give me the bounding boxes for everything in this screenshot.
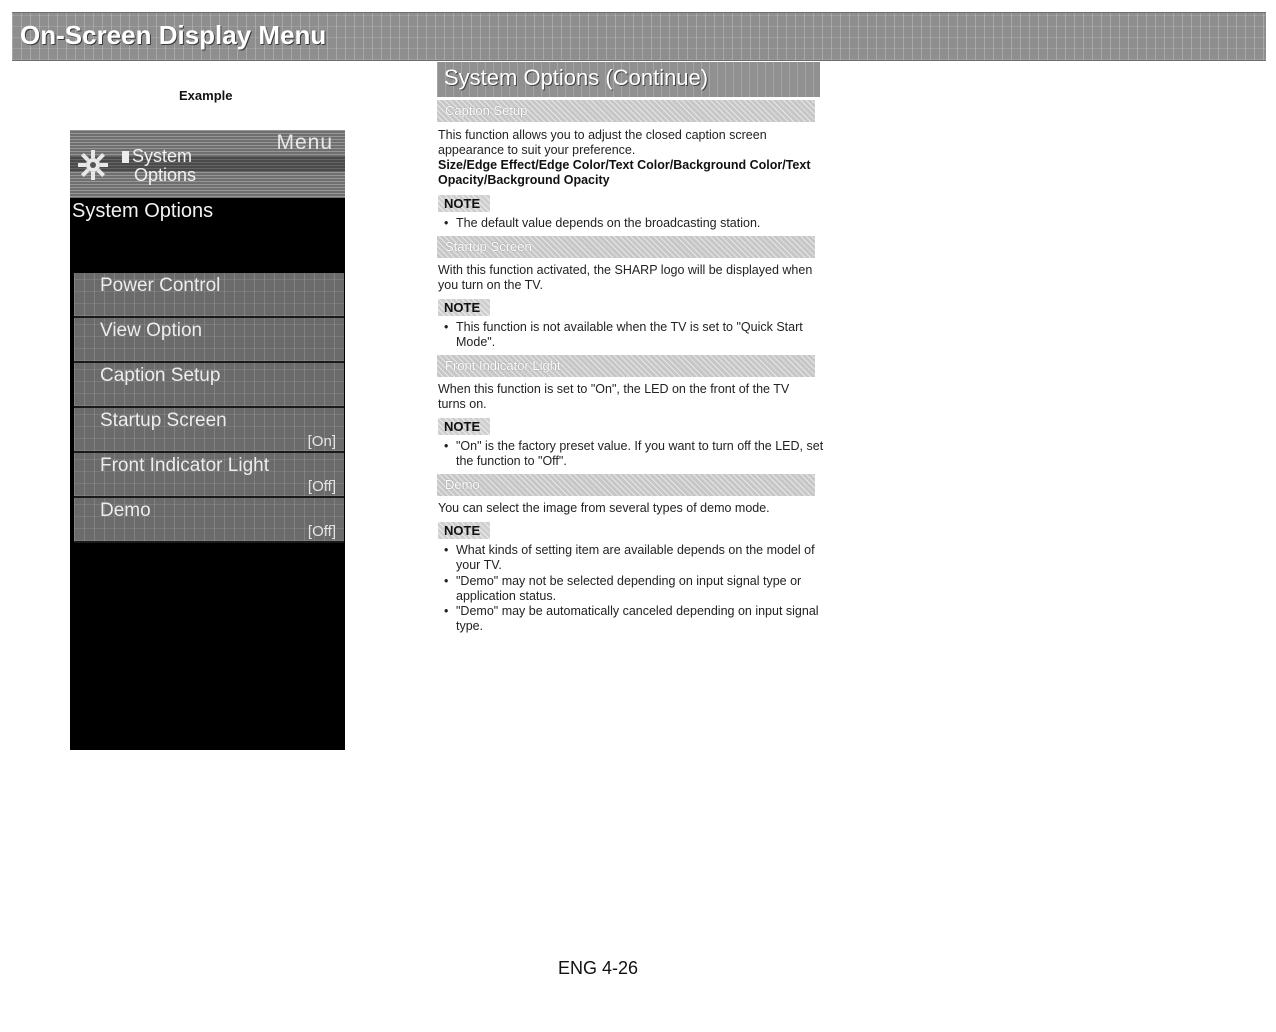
osd-item-demo[interactable] [74, 498, 344, 543]
osd-item-view-option[interactable] [74, 318, 344, 363]
bullet-icon: • [444, 216, 449, 230]
note-label: NOTE [444, 300, 481, 315]
section-title-bar [437, 62, 820, 97]
note-label: NOTE [444, 419, 481, 434]
subsection-title: Caption Setup [445, 103, 528, 118]
note-text: "Demo" may not be selected depending on input signal type or application status. [456, 574, 802, 603]
osd-header [70, 130, 345, 198]
osd-item-value: [On] [307, 433, 336, 450]
bullet-icon: • [444, 439, 449, 453]
page-number: ENG 4-26 [558, 958, 639, 978]
note-text: The default value depends on the broadcasting station. [456, 216, 761, 230]
note-bullet [444, 320, 828, 350]
osd-item-value: [Off] [307, 523, 336, 540]
osd-item-label: View Option [100, 320, 203, 341]
note-text: "Demo" may be automatically canceled depending on input signal type. [456, 604, 819, 633]
osd-item-caption-setup[interactable] [74, 363, 344, 408]
osd-item-power-control[interactable] [74, 273, 344, 318]
example-label: Example [179, 88, 233, 103]
caption-setup-options: Size/Edge Effect/Edge Color/Text Color/Background Color/Text Opacity/Background Opacity [438, 158, 811, 187]
banner-title: On-Screen Display Menu [20, 20, 327, 50]
osd-item-value: [Off] [307, 478, 336, 495]
osd-item-label: Caption Setup [100, 365, 221, 386]
note-text: What kinds of setting item are available depends on the model of your TV. [456, 543, 815, 572]
note-text: "On" is the factory preset value. If you want to turn off the LED, set the function to "Off". [456, 439, 824, 468]
note-label: NOTE [444, 196, 481, 211]
caption-setup-description: This function allows you to adjust the closed caption screen appearance to suit your preference. [438, 128, 767, 157]
osd-item-label: Startup Screen [100, 410, 227, 431]
osd-screen-example [70, 130, 345, 750]
osd-item-label: Demo [100, 500, 151, 521]
note-text: This function is not available when the TV is set to "Quick Start Mode". [456, 320, 803, 349]
osd-page-title: System Options [72, 200, 214, 222]
note-bullet [444, 543, 828, 573]
bullet-icon: • [444, 574, 449, 588]
startup-screen-description: With this function activated, the SHARP logo will be displayed when you turn on the TV. [438, 263, 813, 292]
gear-icon [76, 148, 110, 182]
bullet-icon: • [444, 604, 449, 618]
note-label: NOTE [444, 523, 481, 538]
osd-item-startup-screen[interactable] [74, 408, 344, 453]
note-bullet [444, 216, 828, 231]
note-badge [438, 418, 490, 435]
note-badge [438, 195, 490, 212]
bullet-icon: • [444, 543, 449, 557]
note-badge [438, 299, 490, 316]
subsection-bar-front-indicator-light [437, 355, 815, 377]
osd-category-marker [122, 151, 129, 163]
osd-item-label: Power Control [100, 275, 221, 296]
subsection-title: Front Indicator Light [445, 358, 561, 373]
subsection-bar-startup-screen [437, 236, 815, 258]
note-bullet [444, 439, 828, 469]
bullet-icon: • [444, 320, 449, 334]
osd-menu-label: Menu [276, 131, 333, 154]
front-indicator-description: When this function is set to "On", the LED on the front of the TV turns on. [438, 382, 790, 411]
osd-item-label: Front Indicator Light [100, 455, 269, 476]
section-banner [12, 12, 1266, 61]
subsection-bar-caption-setup [437, 100, 815, 122]
osd-category-line1: System [132, 146, 193, 166]
note-badge [438, 522, 490, 539]
osd-item-front-indicator-light[interactable] [74, 453, 344, 498]
section-title: System Options (Continue) [444, 65, 709, 90]
subsection-title: Demo [445, 477, 480, 492]
demo-description: You can select the image from several types of demo mode. [438, 501, 770, 515]
note-bullet [444, 574, 828, 604]
note-bullet [444, 604, 828, 634]
subsection-bar-demo [437, 474, 815, 496]
osd-header-band [70, 156, 345, 172]
subsection-title: Startup Screen [445, 239, 532, 254]
osd-category-line2: Options [134, 165, 197, 185]
